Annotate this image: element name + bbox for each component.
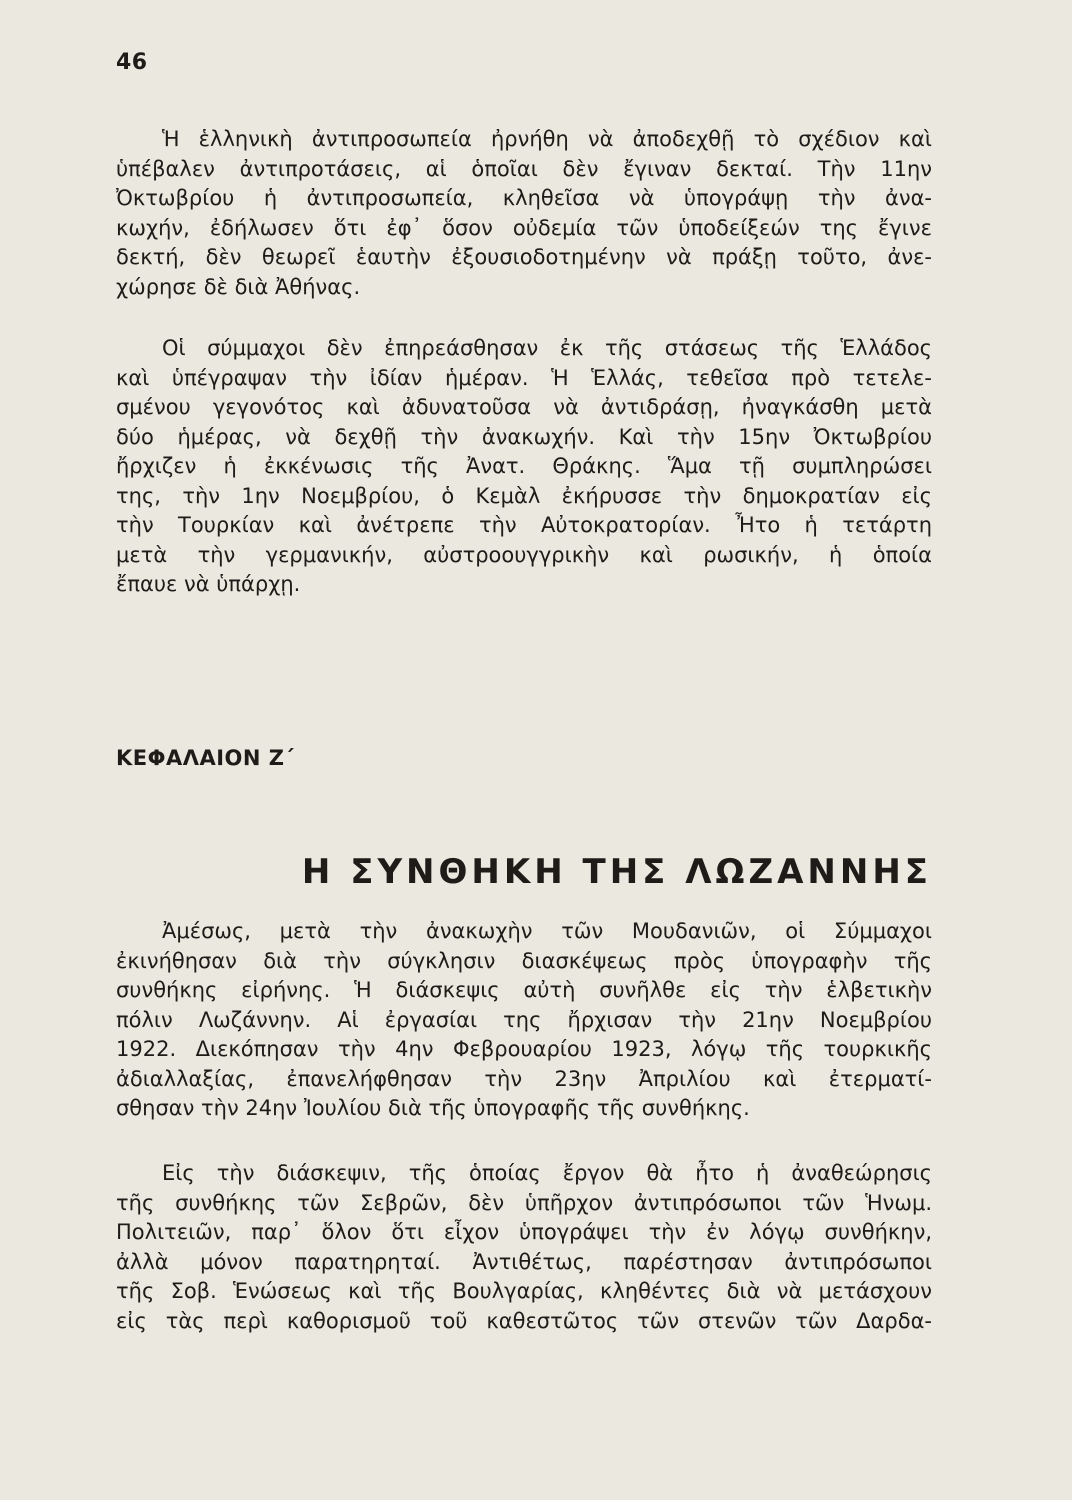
text-line: ἀλλὰ μόνον παρατηρηταί. Ἀντιθέτως, παρέστησαν ἀντιπρόσωποι <box>116 1249 932 1274</box>
text-line: δεκτή, δὲν θεωρεῖ ἑαυτὴν ἐξουσιοδοτημένην νὰ πράξῃ τοῦτο, ἀνε- <box>116 245 932 269</box>
text-line: ὑπέβαλεν ἀντιπροτάσεις, αἱ ὁποῖαι δὲν ἔγιναν δεκταί. Τὴν 11ην <box>116 156 932 181</box>
text-line: ἀδιαλλαξίας, ἐπανελήφθησαν τὴν 23ην Ἀπριλίου καὶ ἐτερματί- <box>116 1066 932 1091</box>
paragraph-2 <box>116 334 932 600</box>
page-number: 46 <box>116 50 148 75</box>
text-line: Ὀκτωβρίου ἡ ἀντιπροσωπεία, κληθεῖσα νὰ ὑπογράψῃ τὴν ἀνα- <box>116 186 932 210</box>
text-line: της, τὴν 1ην Νοεμβρίου, ὁ Κεμὰλ ἐκήρυσσε τὴν δημοκρατίαν εἰς <box>116 483 932 508</box>
text-line: χώρησε δὲ διὰ Ἀθήνας. <box>116 274 361 299</box>
text-line: Ἀμέσως, μετὰ τὴν ἀνακωχὴν τῶν Μουδανιῶν, οἱ Σύμμαχοι <box>162 919 932 943</box>
text-line: μετὰ τὴν γερμανικήν, αὐστροουγγρικὴν καὶ ρωσικήν, ἡ ὁποία <box>116 542 932 567</box>
text-line: συνθήκης εἰρήνης. Ἡ διάσκεψις αὐτὴ συνῆλθε εἰς τὴν ἑλβετικὴν <box>116 978 932 1002</box>
text-line: Οἱ σύμμαχοι δὲν ἐπηρεάσθησαν ἐκ τῆς στάσεως τῆς Ἑλλάδος <box>162 336 932 360</box>
paragraph-4 <box>116 1159 932 1336</box>
text-line: Πολιτειῶν, παρ᾽ ὅλον ὅτι εἶχον ὑπογράψει τὴν ἐν λόγῳ συνθήκην, <box>116 1220 932 1244</box>
chapter-title: Η ΣΥΝΘΗΚΗ ΤΗΣ ΛΩΖΑΝΝΗΣ <box>301 852 932 892</box>
chapter-label: ΚΕΦΑΛΑΙΟΝ Ζ΄ <box>116 746 295 770</box>
text-line: ἐκινήθησαν διὰ τὴν σύγκλησιν διασκέψεως πρὸς ὑπογραφὴν τῆς <box>116 948 932 973</box>
text-line: τῆς Σοβ. Ἑνώσεως καὶ τῆς Βουλγαρίας, κληθέντες διὰ νὰ μετάσχουν <box>116 1279 932 1303</box>
text-line: σθησαν τὴν 24ην Ἰουλίου διὰ τῆς ὑπογραφῆς τῆς συνθήκης. <box>116 1096 750 1120</box>
text-line: κωχήν, ἐδήλωσεν ὅτι ἐφ᾽ ὅσον οὐδεμία τῶν ὑποδείξεών της ἔγινε <box>116 215 932 240</box>
paragraph-1 <box>116 125 932 302</box>
text-line: δύο ἡμέρας, νὰ δεχθῇ τὴν ἀνακωχήν. Καὶ τὴν 15ην Ὀκτωβρίου <box>116 424 932 449</box>
text-line: 1922. Διεκόπησαν τὴν 4ην Φεβρουαρίου 1923, λόγῳ τῆς τουρκικῆς <box>116 1037 932 1061</box>
text-line: σμένου γεγονότος καὶ ἀδυνατοῦσα νὰ ἀντιδράσῃ, ἠναγκάσθη μετὰ <box>116 395 932 419</box>
text-line: Εἰς τὴν διάσκεψιν, τῆς ὁποίας ἔργον θὰ ἦτο ἡ ἀναθεώρησις <box>162 1161 932 1185</box>
text-line: πόλιν Λωζάννην. Αἱ ἐργασίαι της ἤρχισαν τὴν 21ην Νοεμβρίου <box>116 1007 932 1032</box>
paragraph-3 <box>116 917 932 1124</box>
text-line: εἰς τὰς περὶ καθορισμοῦ τοῦ καθεστῶτος τῶν στενῶν τῶν Δαρδα- <box>116 1308 932 1333</box>
text-line: τῆς συνθήκης τῶν Σεβρῶν, δὲν ὑπῆρχον ἀντιπρόσωποι τῶν Ἡνωμ. <box>116 1190 932 1215</box>
text-line: ἔπαυε νὰ ὑπάρχῃ. <box>116 572 301 596</box>
text-line: τὴν Τουρκίαν καὶ ἀνέτρεπε τὴν Αὐτοκρατορίαν. Ἦτο ἡ τετάρτη <box>116 513 932 537</box>
text-line: καὶ ὑπέγραψαν τὴν ἰδίαν ἡμέραν. Ἡ Ἑλλάς, τεθεῖσα πρὸ τετελε- <box>116 365 932 390</box>
text-line: ἤρχιζεν ἡ ἐκκένωσις τῆς Ἀνατ. Θράκης. Ἅμα τῇ συμπληρώσει <box>116 454 932 478</box>
text-line: Ἡ ἑλληνικὴ ἀντιπροσωπεία ἠρνήθη νὰ ἀποδεχθῇ τὸ σχέδιον καὶ <box>162 127 932 151</box>
